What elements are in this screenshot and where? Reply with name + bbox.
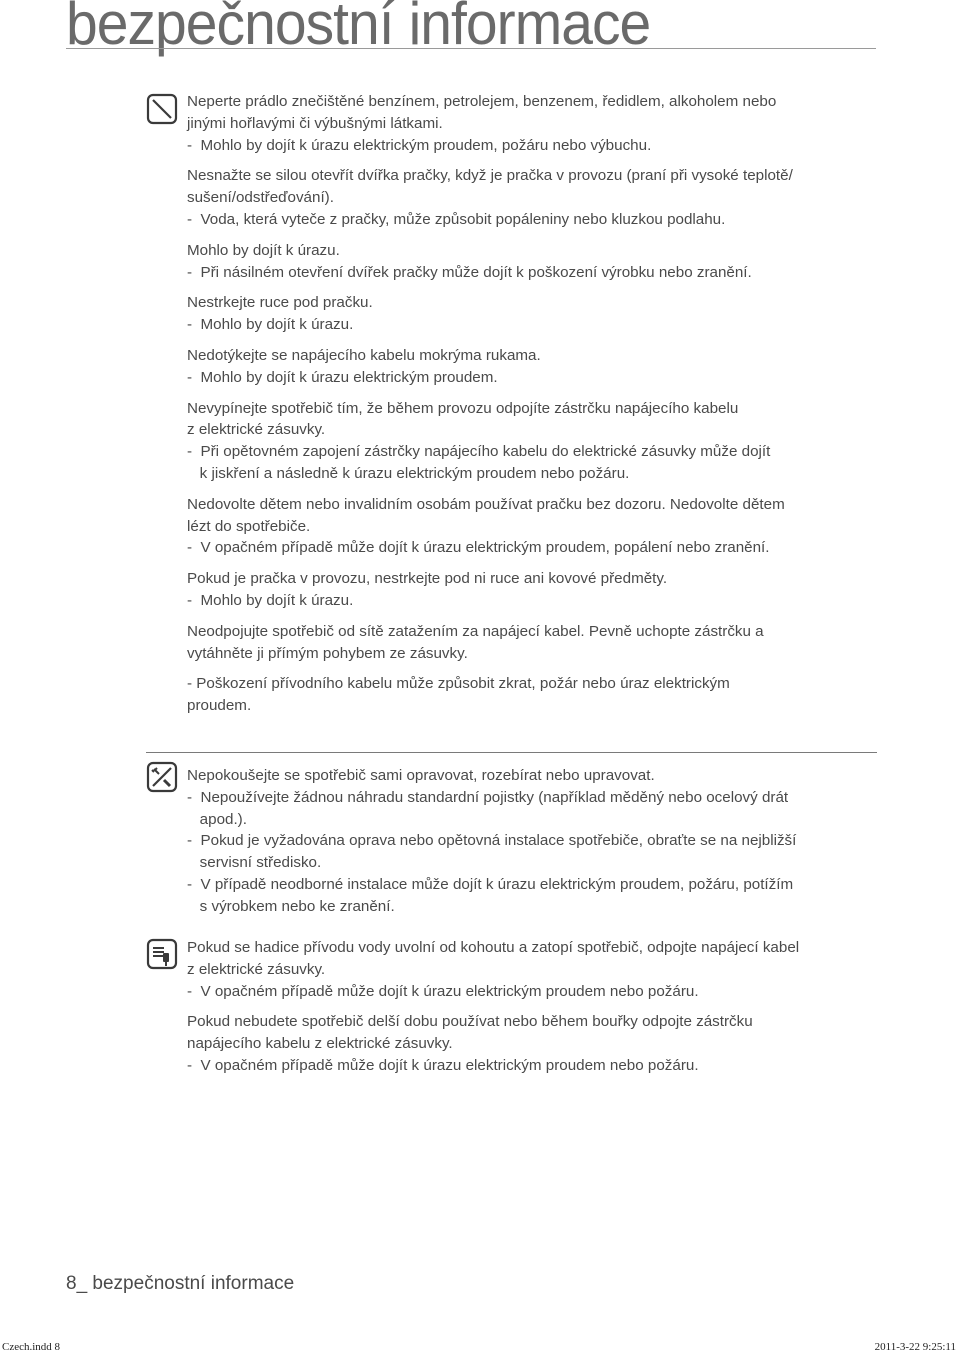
paragraph-line: Nedotýkejte se napájecího kabelu mokrýma rukama. — [187, 346, 541, 364]
safety-paragraph — [187, 673, 877, 717]
consequence-line: - V opačném případě může dojít k úrazu elektrickým proudem nebo požáru. — [187, 982, 699, 1000]
safety-paragraph — [187, 765, 877, 918]
consequence-line: - Pokud je vyžadována oprava nebo opětovná instalace spotřebiče, obraťte se na nejbližší — [187, 832, 797, 850]
consequence-line: - V případě neodborné instalace může dojít k úrazu elektrickým proudem, požáru, potížím — [187, 875, 794, 893]
paragraph-line: sušení/odstřeďování). — [187, 189, 334, 207]
paragraph-line: - Poškození přívodního kabelu může způsobit zkrat, požár nebo úraz elektrickým — [187, 675, 730, 693]
paragraph-line: z elektrické zásuvky. — [187, 421, 326, 439]
paragraph-line: Neperte prádlo znečištěné benzínem, petrolejem, benzenem, ředidlem, alkoholem nebo — [187, 93, 777, 110]
consequence-line: - Mohlo by dojít k úrazu elektrickým proudem. — [187, 368, 498, 386]
safety-paragraph — [187, 165, 877, 230]
safety-paragraph — [187, 494, 877, 559]
consequence-line: - Při násilném otevření dvířek pračky může dojít k poškození výrobku nebo zranění. — [187, 263, 752, 281]
safety-paragraph — [187, 345, 877, 389]
safety-paragraph — [187, 398, 877, 485]
page-title: bezpečnostní informace — [66, 0, 651, 57]
paragraph-line: Pokud je pračka v provozu, nestrkejte pod ni ruce ani kovové předměty. — [187, 570, 668, 588]
unplug-icon — [146, 938, 178, 970]
paragraph-line: Nestrkejte ruce pod pračku. — [187, 294, 373, 312]
footer-section-label: bezpečnostní informace — [92, 1273, 295, 1294]
paragraph-line: Mohlo by dojít k úrazu. — [187, 241, 340, 259]
do-not-disassemble-icon — [146, 761, 178, 793]
safety-paragraph — [187, 568, 877, 612]
paragraph-line: jinými hořlavými či výbušnými látkami. — [187, 114, 443, 132]
consequence-line: k jiskření a následně k úrazu elektrickým proudem nebo požáru. — [187, 464, 630, 482]
safety-paragraph — [187, 240, 877, 284]
consequence-line: apod.). — [187, 810, 247, 828]
prohibited-icon — [146, 93, 178, 125]
safety-section-repair — [187, 765, 877, 927]
safety-paragraph — [187, 1011, 877, 1076]
page-number: 8_ — [66, 1273, 88, 1294]
paragraph-line: Nevypínejte spotřebič tím, že během provozu odpojíte zástrčku napájecího kabelu — [187, 399, 739, 417]
consequence-line: - Voda, která vyteče z pračky, může způsobit popáleniny nebo kluzkou podlahu. — [187, 210, 726, 228]
print-file-info: Czech.indd 8 — [2, 1341, 61, 1353]
paragraph-line: Nesnažte se silou otevřít dvířka pračky, když je pračka v provozu (praní při vysoké teplotě/ — [187, 167, 793, 185]
consequence-line: - V opačném případě může dojít k úrazu elektrickým proudem nebo požáru. — [187, 1056, 699, 1074]
paragraph-line: z elektrické zásuvky. — [187, 960, 326, 978]
paragraph-line: lézt do spotřebiče. — [187, 517, 311, 535]
safety-section-prohibited — [187, 91, 877, 726]
section-divider — [146, 752, 877, 753]
paragraph-line: Pokud nebudete spotřebič delší dobu používat nebo během bouřky odpojte zástrčku — [187, 1013, 753, 1031]
title-divider — [66, 48, 876, 49]
paragraph-line: proudem. — [187, 697, 252, 715]
consequence-line: - Nepoužívejte žádnou náhradu standardní pojistky (například měděný nebo ocelový drát — [187, 788, 789, 806]
consequence-line: - V opačném případě může dojít k úrazu elektrickým proudem, popálení nebo zranění. — [187, 539, 770, 557]
safety-paragraph — [187, 621, 877, 665]
paragraph-line: Nepokoušejte se spotřebič sami opravovat, rozebírat nebo upravovat. — [187, 767, 655, 784]
print-timestamp: 2011-3-22 9:25:11 — [874, 1341, 956, 1353]
safety-paragraph — [187, 937, 877, 1002]
consequence-line: - Při opětovném zapojení zástrčky napájecího kabelu do elektrické zásuvky může dojít — [187, 443, 771, 461]
consequence-line: s výrobkem nebo ke zranění. — [187, 897, 395, 915]
consequence-line: - Mohlo by dojít k úrazu. — [187, 591, 354, 609]
consequence-line: servisní středisko. — [187, 854, 322, 872]
page-footer — [66, 1273, 294, 1295]
safety-section-unplug — [187, 937, 877, 1086]
consequence-line: - Mohlo by dojít k úrazu. — [187, 316, 354, 334]
safety-paragraph — [187, 292, 877, 336]
paragraph-line: vytáhněte ji přímým pohybem ze zásuvky. — [187, 644, 468, 662]
safety-paragraph — [187, 91, 877, 156]
paragraph-line: Neodpojujte spotřebič od sítě zatažením za napájecí kabel. Pevně uchopte zástrčku a — [187, 622, 764, 640]
paragraph-line: Pokud se hadice přívodu vody uvolní od kohoutu a zatopí spotřebič, odpojte napájecí kabel — [187, 939, 800, 956]
paragraph-line: Nedovolte dětem nebo invalidním osobám používat pračku bez dozoru. Nedovolte dětem — [187, 495, 785, 513]
consequence-line: - Mohlo by dojít k úrazu elektrickým proudem, požáru nebo výbuchu. — [187, 136, 652, 154]
paragraph-line: napájecího kabelu z elektrické zásuvky. — [187, 1035, 453, 1053]
